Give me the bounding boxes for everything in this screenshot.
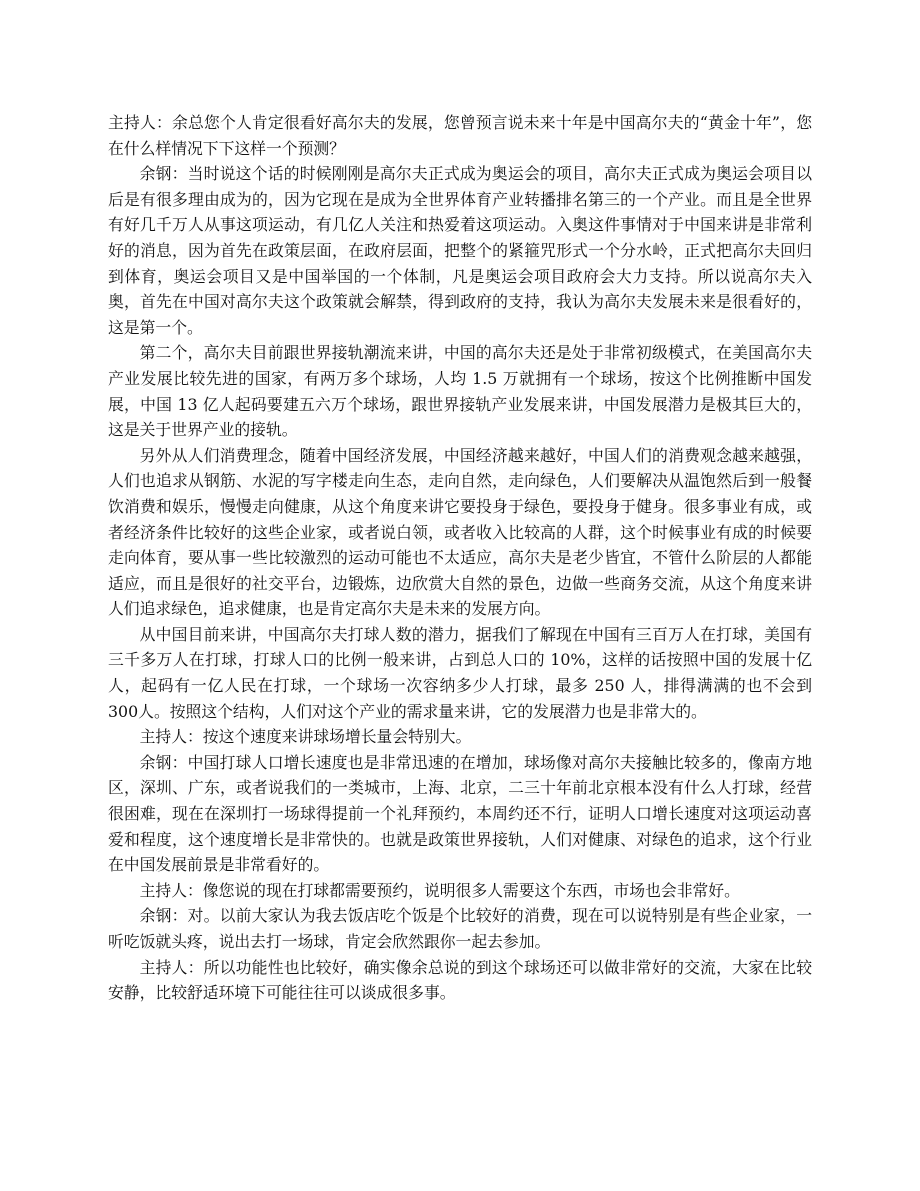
paragraph-yu-answer-5: 余钢：中国打球人口增长速度也是非常迅速的在增加，球场像对高尔夫接触比较多的，像南方地区，深圳、广东，或者说我们的一类城市，上海、北京，二三十年前北京根本没有什么人打球，经营很困难，现在在深圳打一场球得提前一个礼拜预约，本周约还不行，证明人口增长速度对这项运动喜爱和程度，这个速度增长是非常快的。也就是政策世界接轨，人们对健康、对绿色的追求，这个行业在中国发展前景是非常看好的。: [108, 752, 812, 875]
paragraph-yu-answer-2: 第二个，高尔夫目前跟世界接轨潮流来讲，中国的高尔夫还是处于非常初级模式，在美国高尔夫产业发展比较先进的国家，有两万多个球场，人均 1.5 万就拥有一个球场，按这个比例推断中国发展，中国 13 亿人起码要建五六万个球场，跟世界接轨产业发展来讲，中国发展潜力是极其巨大的，这是关于世界产业的接轨。: [108, 343, 812, 440]
paragraph-yu-answer-3: 另外从人们消费理念，随着中国经济发展，中国经济越来越好，中国人们的消费观念越来越强，人们也追求从钢筋、水泥的写字楼走向生态，走向自然，走向绿色，人们要解决从温饱然后到一般餐饮消费和娱乐，慢慢走向健康，从这个角度来讲它要投身于绿色，要投身于健身。很多事业有成，或者经济条件比较好的这些企业家，或者说白领，或者收入比较高的人群，这个时候事业有成的时候要走向体育，要从事一些比较激烈的运动可能也不太适应，高尔夫是老少皆宜，不管什么阶层的人都能适应，而且是很好的社交平台，边锻炼，边欣赏大自然的景色，边做一些商务交流，从这个角度来讲人们追求绿色，追求健康，也是肯定高尔夫是未来的发展方向。: [108, 445, 812, 619]
paragraph-host-question-4: 主持人：所以功能性也比较好，确实像余总说的到这个球场还可以做非常好的交流，大家在比较安静，比较舒适环境下可能往往可以谈成很多事。: [108, 957, 812, 1003]
paragraph-yu-answer-4: 从中国目前来讲，中国高尔夫打球人数的潜力，据我们了解现在中国有三百万人在打球，美国有三千多万人在打球，打球人口的比例一般来讲，占到总人口的 10%，这样的话按照中国的发展十亿人，起码有一亿人民在打球，一个球场一次容纳多少人打球，最多 250 人，排得满满的也不会到 300人。按照这个结构，人们对这个产业的需求量来讲，它的发展潜力也是非常大的。: [108, 624, 812, 721]
paragraph-yu-answer-1: 余钢：当时说这个话的时候刚刚是高尔夫正式成为奥运会的项目，高尔夫正式成为奥运会项目以后是有很多理由成为的，因为它现在是成为全世界体育产业转播排名第三的一个产业。而且是全世界有好几千万人从事这项运动，有几亿人关注和热爱着这项运动。入奥这件事情对于中国来讲是非常利好的消息，因为首先在政策层面，在政府层面，把整个的紧箍咒形式一个分水岭，正式把高尔夫回归到体育，奥运会项目又是中国举国的一个体制，凡是奥运会项目政府会大力支持。所以说高尔夫入奥，首先在中国对高尔夫这个政策就会解禁，得到政府的支持，我认为高尔夫发展未来是很看好的，这是第一个。: [108, 164, 812, 337]
document-body: [108, 110, 812, 1006]
paragraph-yu-answer-6: 余钢：对。以前大家认为我去饭店吃个饭是个比较好的消费，现在可以说特别是有些企业家，一听吃饭就头疼，说出去打一场球，肯定会欣然跟你一起去参加。: [108, 906, 812, 951]
paragraph-host-question-2: 主持人：按这个速度来讲球场增长量会特别大。: [139, 727, 472, 747]
paragraph-host-question-3: 主持人：像您说的现在打球都需要预约，说明很多人需要这个东西，市场也会非常好。: [139, 880, 740, 900]
paragraph-host-question-1: 主持人：余总您个人肯定很看好高尔夫的发展，您曾预言说未来十年是中国高尔夫的“黄金十年”，您在什么样情况下下这样一个预测？: [108, 113, 812, 158]
